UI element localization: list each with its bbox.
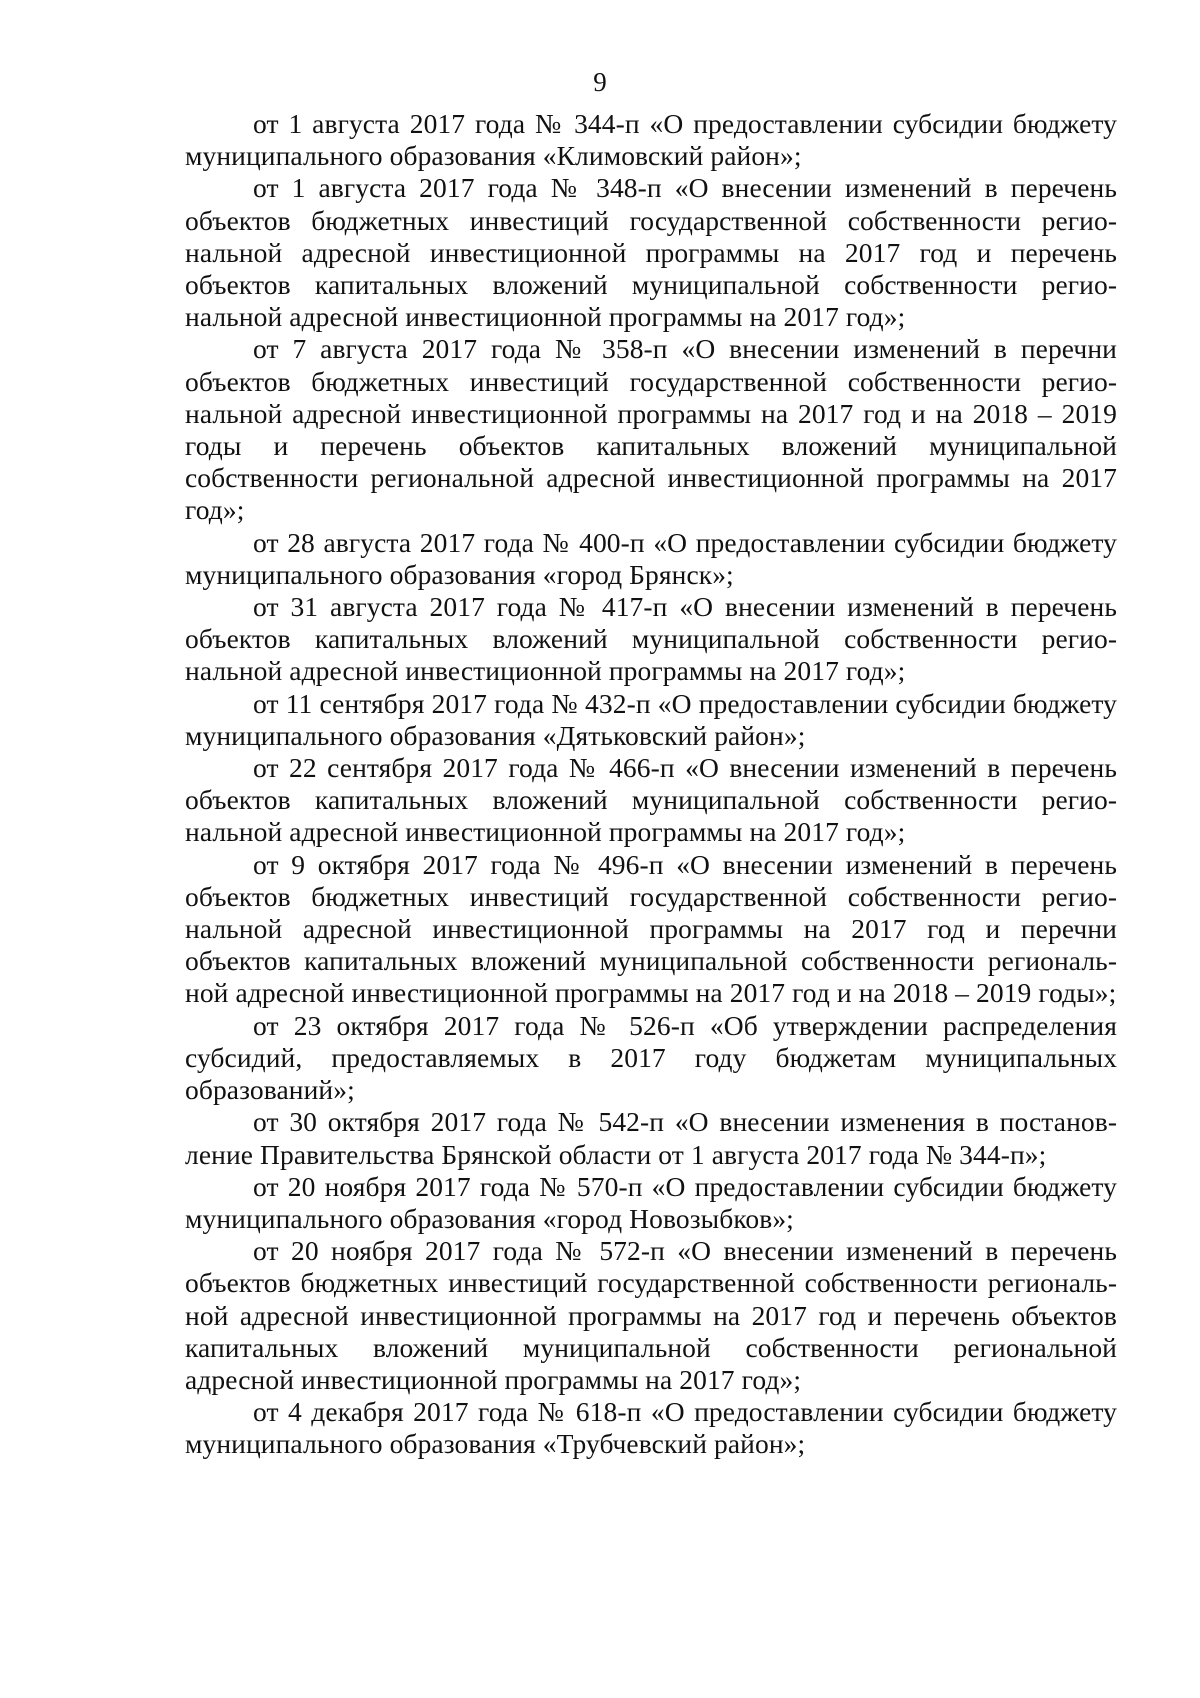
paragraph-13: от 4 декабря 2017 года № 618-п «О предоставлении субсидии бюджету муниципального образования «Трубчевский район»; xyxy=(185,1396,1117,1460)
paragraph-3: от 7 августа 2017 года № 358-п «О внесении изменений в перечни объектов бюджетных инвестиций государственной собственности региональной адресной инвестиционной программы на 2017 год и на 2018 – 2019 годы и перечень объектов капитальных вложений муниципальной собственности региональной адресной инвестиционной программы на 2017 год»; xyxy=(185,333,1117,526)
paragraph-11: от 20 ноября 2017 года № 570-п «О предоставлении субсидии бюджету муниципального образования «город Новозыбков»; xyxy=(185,1170,1117,1234)
paragraph-6: от 11 сентября 2017 года № 432-п «О предоставлении субсидии бюджету муниципального образования «Дятьковский район»; xyxy=(185,687,1117,751)
paragraph-4: от 28 августа 2017 года № 400-п «О предоставлении субсидии бюджету муниципального образования «город Брянск»; xyxy=(185,526,1117,590)
paragraph-8: от 9 октября 2017 года № 496-п «О внесении изменений в перечень объектов бюджетных инвестиций государственной собственности региональной адресной инвестиционной программы на 2017 год и перечни объектов капитальных вложений муниципальной собственности региональной адресной инвестиционной программы на 2017 год и на 2018 – 2019 годы»; xyxy=(185,848,1117,1009)
page-number: 9 xyxy=(593,67,607,97)
paragraph-7: от 22 сентября 2017 года № 466-п «О внесении изменений в перечень объектов капитальных вложений муниципальной собственности региональной адресной инвестиционной программы на 2017 год»; xyxy=(185,752,1117,848)
document-body xyxy=(185,108,1117,1461)
paragraph-5: от 31 августа 2017 года № 417-п «О внесении изменений в перечень объектов капитальных вложений муниципальной собственности региональной адресной инвестиционной программы на 2017 год»; xyxy=(185,591,1117,687)
paragraph-9: от 23 октября 2017 года № 526-п «Об утверждении распределения субсидий, предоставляемых в 2017 году бюджетам муниципальных образований»; xyxy=(185,1009,1117,1106)
paragraph-2: от 1 августа 2017 года № 348-п «О внесении изменений в перечень объектов бюджетных инвестиций государственной собственности региональной адресной инвестиционной программы на 2017 год и перечень объектов капитальных вложений муниципальной собственности региональной адресной инвестиционной программы на 2017 год»; xyxy=(185,172,1117,333)
paragraph-10: от 30 октября 2017 года № 542-п «О внесении изменения в постановление Правительства Брянской области от 1 августа 2017 года № 344-п»; xyxy=(185,1106,1117,1170)
paragraph-12: от 20 ноября 2017 года № 572-п «О внесении изменений в перечень объектов бюджетных инвестиций государственной собственности региональной адресной инвестиционной программы на 2017 год и перечень объектов капитальных вложений муниципальной собственности региональной адресной инвестиционной программы на 2017 год»; xyxy=(185,1235,1117,1395)
paragraph-1: от 1 августа 2017 года № 344-п «О предоставлении субсидии бюджету муниципального образования «Климовский район»; xyxy=(185,108,1117,172)
